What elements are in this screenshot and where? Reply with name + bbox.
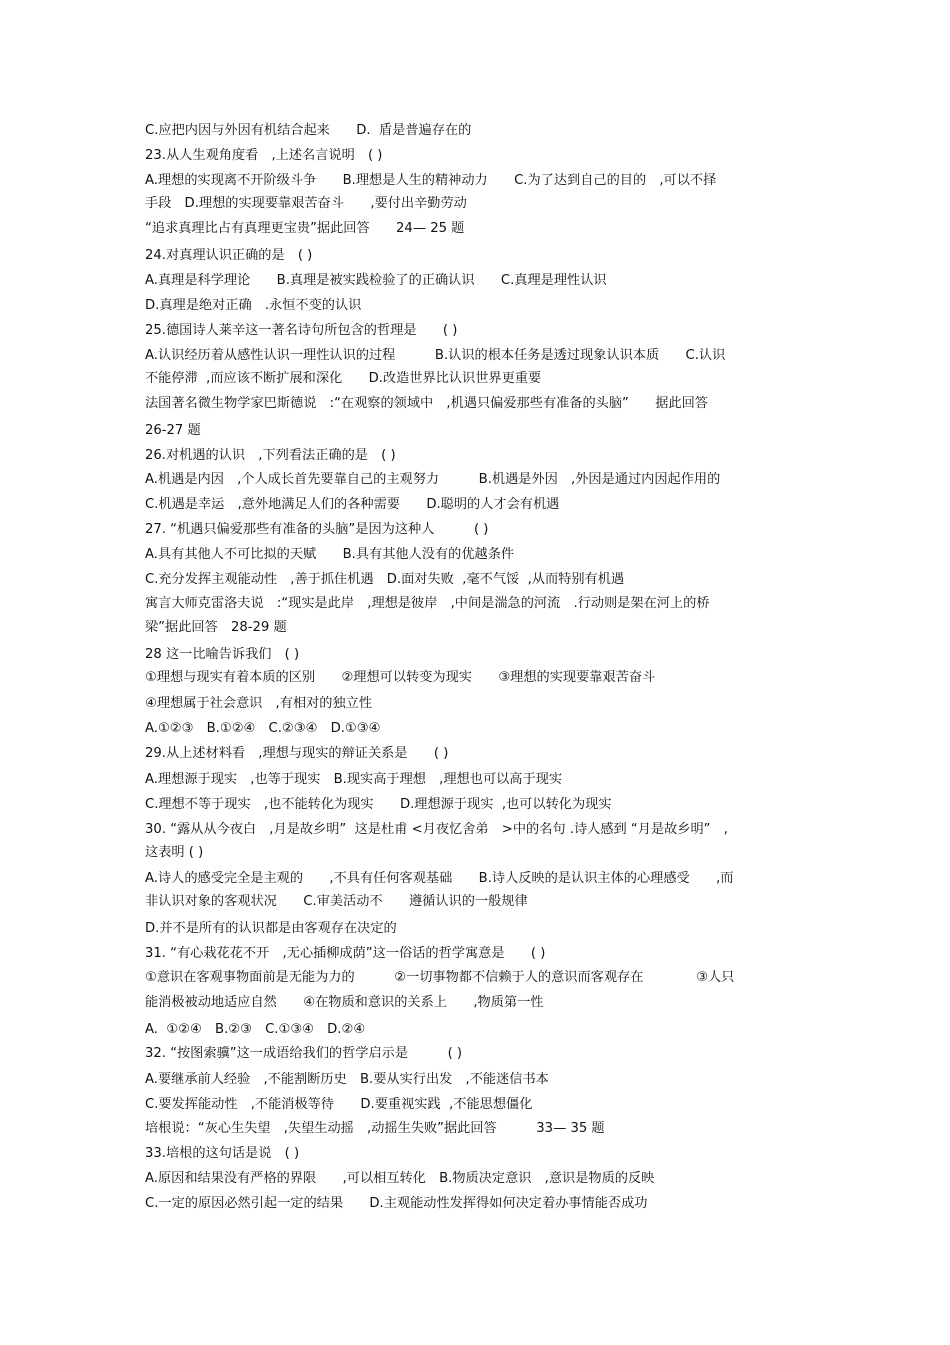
text-line: 能消极被动地适应自然 ④在物质和意识的关系上 ,物质第一性 xyxy=(145,995,544,1010)
text-line: A.机遇是内因 ,个人成长首先要靠自己的主观努力 B.机遇是外因 ,外因是通过内因起作用的 xyxy=(145,472,721,487)
question-29: 29.从上述材料看 ,理想与现实的辩证关系是 ( ) xyxy=(145,746,449,761)
text-line: A.真理是科学理论 B.真理是被实践检验了的正确认识 C.真理是理性认识 xyxy=(145,273,607,288)
text-line: A.认识经历着从感性认识一理性认识的过程 B.认识的根本任务是透过现象认识本质 C.认识 xyxy=(145,348,726,363)
text-line: A.原因和结果没有严格的界限 ,可以相互转化 B.物质决定意识 ,意识是物质的反映 xyxy=(145,1171,655,1186)
text-line: C.理想不等于现实 ,也不能转化为现实 D.理想源于现实 ,也可以转化为现实 xyxy=(145,797,612,812)
text-line: 26-27 题 xyxy=(145,423,201,438)
question-28: 28 这一比喻告诉我们 ( ) xyxy=(145,647,300,662)
text-line: 非认识对象的客观状况 C.审美活动不 遵循认识的一般规律 xyxy=(145,894,528,909)
material-prompt: 法国著名微生物学家巴斯德说 :“在观察的领域中 ,机遇只偏爱那些有准备的头脑” 据此回答 xyxy=(145,396,708,411)
text-line: A.理想源于现实 ,也等于现实 B.现实高于理想 ,理想也可以高于现实 xyxy=(145,772,563,787)
text-line: ④理想属于社会意识 ,有相对的独立性 xyxy=(145,696,373,711)
text-line: A. ①②④ B.②③ C.①③④ D.②④ xyxy=(145,1022,366,1037)
question-26: 26.对机遇的认识 ,下列看法正确的是 ( ) xyxy=(145,448,396,463)
text-line: 梁”据此回答 28-29 题 xyxy=(145,620,287,635)
text-line: A.诗人的感受完全是主观的 ,不具有任何客观基础 B.诗人反映的是认识主体的心理感受 ,而 xyxy=(145,871,734,886)
text-line: D.真理是绝对正确 .永恒不变的认识 xyxy=(145,298,362,313)
question-23: 23.从人生观角度看 ,上述名言说明 ( ) xyxy=(145,148,383,163)
text-line: 手段 D.理想的实现要靠艰苦奋斗 ,要付出辛勤劳动 xyxy=(145,196,467,211)
question-32: 32. “按图索骥”这一成语给我们的哲学启示是 ( ) xyxy=(145,1046,463,1061)
text-line: ①理想与现实有着本质的区别 ②理想可以转变为现实 ③理想的实现要靠艰苦奋斗 xyxy=(145,670,656,685)
question-27: 27. “机遇只偏爱那些有准备的头脑”是因为这种人 ( ) xyxy=(145,522,489,537)
text-line: ①意识在客观事物面前是无能为力的 ②一切事物都不信赖于人的意识而客观存在 ③人只 xyxy=(145,970,735,985)
text-line: C.应把内因与外因有机结合起来 D. 盾是普遍存在的 xyxy=(145,123,472,138)
material-prompt: 寓言大师克雷洛夫说 :“现实是此岸 ,理想是彼岸 ,中间是湍急的河流 .行动则是架在河上的桥 xyxy=(145,596,710,611)
text-line: C.要发挥能动性 ,不能消极等待 D.要重视实践 ,不能思想僵化 xyxy=(145,1097,533,1112)
question-24: 24.对真理认识正确的是 ( ) xyxy=(145,248,313,263)
text-line: 不能停滞 ,而应该不断扩展和深化 D.改造世界比认识世界更重要 xyxy=(145,371,542,386)
text-line: D.并不是所有的认识都是由客观存在决定的 xyxy=(145,921,397,936)
question-30: 30. “露从从今夜白 ,月是故乡明” 这是杜甫 <月夜忆舍弟 >中的名句 .诗人感到 “月是故乡明” , xyxy=(145,822,728,837)
question-33: 33.培根的这句话是说 ( ) xyxy=(145,1146,300,1161)
text-line: A.①②③ B.①②④ C.②③④ D.①③④ xyxy=(145,721,381,736)
text-line: C.一定的原因必然引起一定的结果 D.主观能动性发挥得如何决定着办事情能否成功 xyxy=(145,1196,648,1211)
text-line: A.要继承前人经验 ,不能割断历史 B.要从实行出发 ,不能迷信书本 xyxy=(145,1072,549,1087)
material-prompt: “追求真理比占有真理更宝贵”据此回答 24— 25 题 xyxy=(145,221,465,236)
text-line: C.充分发挥主观能动性 ,善于抓住机遇 D.面对失败 ,毫不气馁 ,从而特别有机遇 xyxy=(145,572,625,587)
text-line: 这表明 ( ) xyxy=(145,845,204,860)
text-line: C.机遇是幸运 ,意外地满足人们的各种需要 D.聪明的人才会有机遇 xyxy=(145,497,560,512)
text-line: A.具有其他人不可比拟的天赋 B.具有其他人没有的优越条件 xyxy=(145,547,515,562)
text-line: A.理想的实现离不开阶级斗争 B.理想是人生的精神动力 C.为了达到自己的目的 ,可以不择 xyxy=(145,173,717,188)
question-25: 25.德国诗人莱辛这一著名诗句所包含的哲理是 ( ) xyxy=(145,323,458,338)
material-prompt: 培根说：“灰心生失望 ,失望生动摇 ,动摇生失败”据此回答 33— 35 题 xyxy=(145,1121,605,1136)
question-31: 31. “有心栽花花不开 ,无心插柳成荫”这一俗话的哲学寓意是 ( ) xyxy=(145,946,546,961)
